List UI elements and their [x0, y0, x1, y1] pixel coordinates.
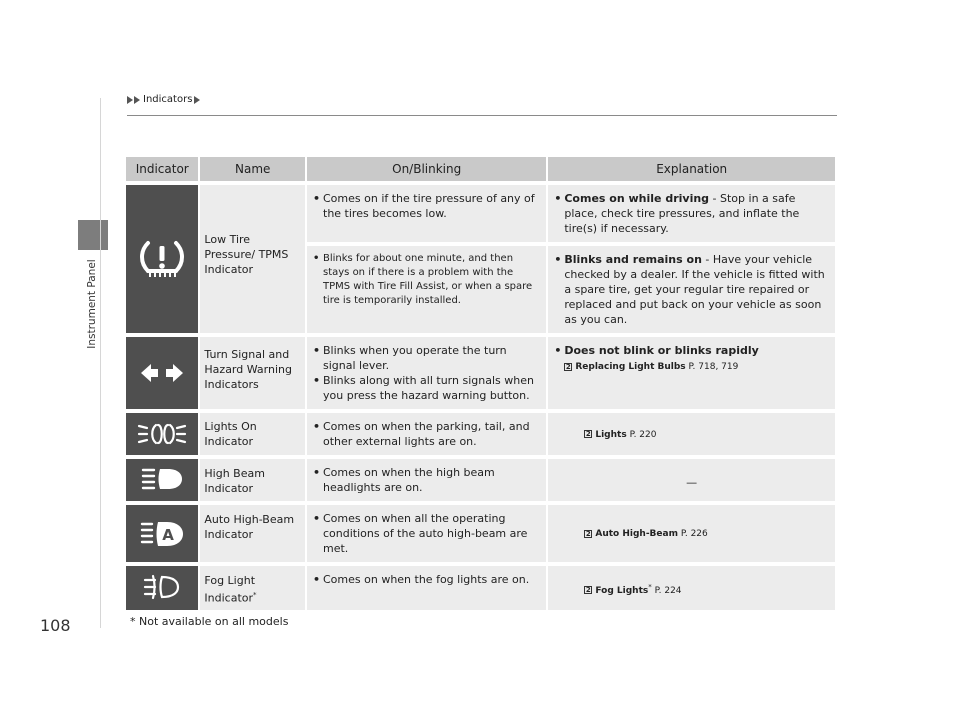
highbeam-on: • Comes on when the high beam headlights are on. — [307, 459, 548, 501]
indicator-table — [126, 153, 835, 614]
autohigh-explain — [548, 505, 835, 562]
fog-explain — [548, 566, 835, 610]
side-divider — [100, 98, 101, 628]
autohigh-icon-cell — [126, 505, 200, 562]
autohigh-name: Auto High-Beam Indicator — [200, 505, 307, 562]
fog-name: Fog Light Indicator* — [200, 566, 307, 610]
lights-on-icon — [137, 421, 187, 447]
breadcrumb-section-link[interactable]: Indicators — [143, 94, 193, 105]
table-row-high-beam — [126, 459, 835, 501]
header-rule — [127, 115, 837, 116]
breadcrumb-arrow-icon — [194, 96, 200, 104]
autohigh-on: • Comes on when all the operating conditions of the auto high-beam are met. — [307, 505, 548, 562]
turn-icon-cell — [126, 337, 200, 409]
fog-icon-cell — [126, 566, 200, 610]
highbeam-explain: — — [548, 459, 835, 501]
table-row-auto-high-beam — [126, 505, 835, 562]
turn-name: Turn Signal and Hazard Warning Indicators — [200, 337, 307, 409]
ref-fog-lights-link[interactable]: 2 Fog Lights* P. 224 — [585, 582, 682, 596]
highbeam-icon-cell — [126, 459, 200, 501]
ref-auto-high-beam-link[interactable]: 2 Auto High-Beam P. 226 — [585, 529, 708, 539]
highbeam-name: High Beam Indicator — [200, 459, 307, 501]
turn-signal-icon — [139, 361, 185, 385]
reference-arrow-icon: 2 — [565, 362, 571, 371]
tire-pressure-icon — [138, 237, 186, 281]
ref-lights-link[interactable]: 2 Lights P. 220 — [585, 429, 657, 440]
tpms-icon-cell — [126, 185, 200, 333]
footnote: * Not available on all models — [130, 615, 289, 628]
lights-icon-cell — [126, 413, 200, 455]
reference-arrow-icon: 2 — [585, 586, 591, 594]
breadcrumb-arrow-icon — [127, 96, 133, 104]
lights-on: • Comes on when the parking, tail, and other external lights are on. — [307, 413, 548, 455]
table-row-lights-on — [126, 413, 835, 455]
ref-replacing-bulbs-link[interactable]: 2 Replacing Light Bulbs P. 718, 719 — [565, 362, 739, 372]
header-name: Name — [200, 157, 307, 181]
breadcrumb — [127, 94, 201, 105]
side-section-label: Instrument Panel — [86, 259, 98, 349]
reference-arrow-icon: 2 — [585, 430, 591, 438]
header-indicator: Indicator — [126, 157, 200, 181]
turn-on: • Blinks when you operate the turn signal lever. • Blinks along with all turn signals when you press the hazard warning button. — [307, 337, 548, 409]
turn-explain: • Does not blink or blinks rapidly 2 Replacing Light Bulbs P. 718, 719 — [548, 337, 835, 409]
tpms-explain-2: • Blinks and remains on - Have your vehicle checked by a dealer. If the vehicle is fitted with a spare tire, get your regular tire repaired or replaced and put back on your vehicle as soon as you can. — [548, 246, 835, 333]
auto-high-beam-icon — [139, 519, 185, 549]
tpms-on-1: • Comes on if the tire pressure of any of the tires becomes low. — [307, 185, 548, 242]
section-tab-marker — [78, 220, 108, 250]
page-number: 108 — [40, 616, 71, 635]
header-explanation: Explanation — [548, 157, 835, 181]
lights-name: Lights On Indicator — [200, 413, 307, 455]
header-on-blinking: On/Blinking — [307, 157, 548, 181]
table-row-fog-light — [126, 566, 835, 610]
svg-text:A: A — [162, 525, 175, 544]
lights-explain — [548, 413, 835, 455]
table-row-turn-signal — [126, 337, 835, 409]
high-beam-icon — [140, 466, 184, 494]
fog-light-icon — [142, 573, 182, 603]
tpms-on-2: • Blinks for about one minute, and then stays on if there is a problem with the TPMS with Tire Fill Assist, or when a spare tire is temporarily installed. — [307, 246, 548, 333]
tpms-name: Low Tire Pressure/ TPMS Indicator — [200, 185, 307, 333]
reference-arrow-icon: 2 — [585, 529, 591, 538]
breadcrumb-arrow-icon — [134, 96, 140, 104]
fog-on: • Comes on when the fog lights are on. — [307, 566, 548, 610]
table-row-tpms — [126, 185, 835, 242]
tpms-explain-1: • Comes on while driving - Stop in a safe place, check tire pressures, and inflate the tire(s) if necessary. — [548, 185, 835, 242]
